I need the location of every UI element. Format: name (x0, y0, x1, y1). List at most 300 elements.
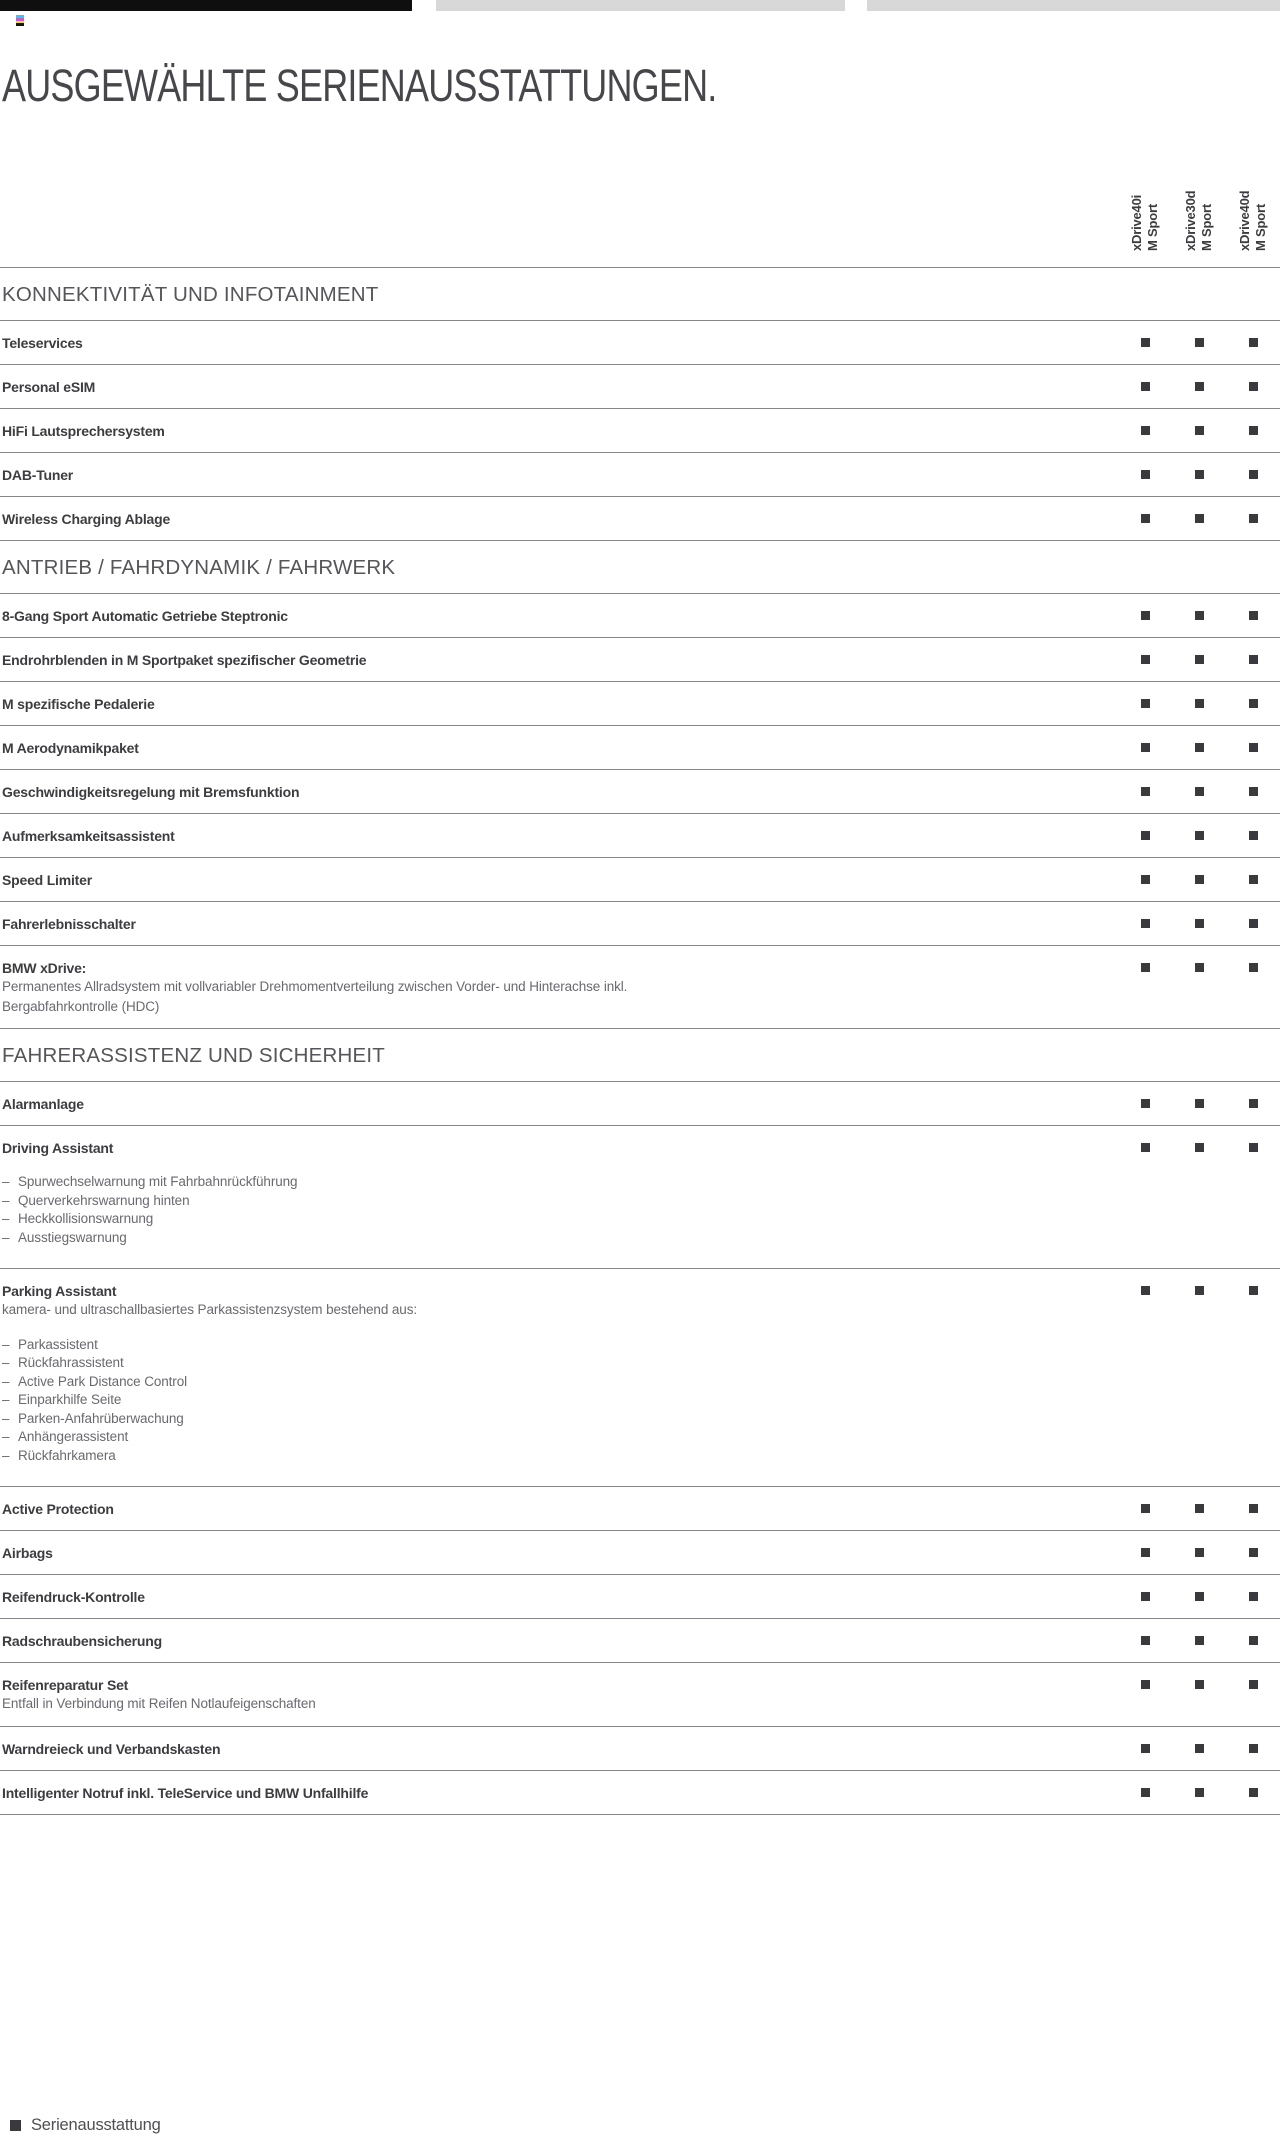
dash-icon: – (2, 1229, 10, 1245)
standard-equipment-mark-icon (1249, 787, 1258, 796)
row-marks (1118, 902, 1280, 945)
row-label: Teleservices (2, 335, 83, 351)
standard-equipment-mark-icon (1249, 1680, 1258, 1689)
row-content (2, 959, 1110, 1016)
mark-cell (1172, 814, 1226, 857)
legend (10, 2116, 161, 2135)
row-content (2, 510, 1110, 528)
dash-icon: – (2, 1336, 10, 1352)
mark-cell (1118, 770, 1172, 813)
bullet-item (2, 1410, 1110, 1429)
mark-cell (1172, 726, 1226, 769)
row-label: Airbags (2, 1545, 53, 1561)
row-content (2, 783, 1110, 801)
mark-cell (1118, 1269, 1172, 1312)
mark-cell (1118, 321, 1172, 364)
standard-equipment-mark-icon (1141, 1636, 1150, 1645)
standard-equipment-mark-icon (1195, 1788, 1204, 1797)
mark-cell (1172, 1663, 1226, 1706)
mark-cell (1118, 1771, 1172, 1814)
row-content (2, 1282, 1110, 1465)
mark-cell (1172, 321, 1226, 364)
bullet-text: Ausstiegswarnung (18, 1229, 127, 1245)
mark-cell (1118, 726, 1172, 769)
row-marks (1118, 409, 1280, 452)
standard-equipment-mark-icon (1249, 655, 1258, 664)
row-marks (1118, 1619, 1280, 1662)
standard-equipment-mark-icon (1195, 1286, 1204, 1295)
standard-equipment-mark-icon (1195, 514, 1204, 523)
standard-equipment-mark-icon (1249, 699, 1258, 708)
row-content (2, 1500, 1110, 1518)
standard-equipment-mark-icon (1141, 1548, 1150, 1557)
section-header: FAHRERASSISTENZ UND SICHERHEIT (0, 1028, 1280, 1081)
row-content (2, 378, 1110, 396)
mark-cell (1172, 1727, 1226, 1770)
bullet-text: Querverkehrswarnung hinten (18, 1192, 190, 1208)
standard-equipment-mark-icon (1195, 699, 1204, 708)
standard-equipment-mark-icon (1195, 963, 1204, 972)
row-label: DAB-Tuner (2, 467, 74, 483)
row-description-line: Bergabfahrkontrolle (HDC) (2, 998, 160, 1014)
mark-cell (1226, 1487, 1280, 1530)
row-label: Fahrerlebnisschalter (2, 916, 136, 932)
equipment-row (0, 1662, 1280, 1726)
mark-cell (1172, 497, 1226, 540)
standard-equipment-mark-icon (10, 2120, 21, 2131)
equipment-row (0, 1770, 1280, 1814)
standard-equipment-mark-icon (1141, 1143, 1150, 1152)
standard-equipment-mark-icon (1141, 831, 1150, 840)
mark-cell (1118, 1727, 1172, 1770)
dash-icon: – (2, 1392, 10, 1407)
bullet-item (2, 1192, 1110, 1211)
standard-equipment-mark-icon (1249, 611, 1258, 620)
row-description-line: kamera- und ultraschallbasiertes Parkassistenzsystem bestehend aus: (2, 1302, 418, 1317)
standard-equipment-mark-icon (1195, 338, 1204, 347)
mark-cell (1226, 1727, 1280, 1770)
row-content (2, 827, 1110, 845)
standard-equipment-mark-icon (1195, 787, 1204, 796)
row-marks (1118, 682, 1280, 725)
standard-equipment-mark-icon (1249, 338, 1258, 347)
mark-cell (1118, 497, 1172, 540)
row-marks (1118, 497, 1280, 540)
mark-cell (1226, 770, 1280, 813)
dash-icon: – (2, 1410, 10, 1426)
row-content (2, 1740, 1110, 1758)
dash-icon: – (2, 1192, 10, 1208)
standard-equipment-mark-icon (1141, 1680, 1150, 1689)
equipment-row (0, 1618, 1280, 1662)
standard-equipment-mark-icon (1249, 1636, 1258, 1645)
standard-equipment-mark-icon (1141, 743, 1150, 752)
equipment-row (0, 320, 1280, 364)
equipment-row (0, 637, 1280, 681)
row-marks (1118, 946, 1280, 989)
mark-cell (1226, 902, 1280, 945)
bullet-item (2, 1373, 1110, 1392)
mark-cell (1172, 858, 1226, 901)
standard-equipment-mark-icon (1141, 611, 1150, 620)
equipment-row (0, 452, 1280, 496)
standard-equipment-mark-icon (1195, 1744, 1204, 1753)
bullet-item (2, 1229, 1110, 1248)
row-content (2, 651, 1110, 669)
mark-cell (1226, 1771, 1280, 1814)
row-marks (1118, 814, 1280, 857)
mark-cell (1172, 365, 1226, 408)
mark-cell (1172, 682, 1226, 725)
standard-equipment-mark-icon (1249, 470, 1258, 479)
equipment-row (0, 769, 1280, 813)
dash-icon: – (2, 1447, 10, 1463)
row-content (2, 334, 1110, 352)
row-label: Geschwindigkeitsregelung mit Bremsfunktion (2, 784, 300, 800)
row-label: 8-Gang Sport Automatic Getriebe Steptronic (2, 608, 288, 624)
standard-equipment-mark-icon (1249, 1788, 1258, 1797)
standard-equipment-mark-icon (1195, 655, 1204, 664)
row-label: Driving Assistant (2, 1140, 114, 1156)
mark-cell (1118, 1619, 1172, 1662)
row-marks (1118, 1269, 1280, 1312)
standard-equipment-mark-icon (1141, 699, 1150, 708)
bullet-item (2, 1391, 1110, 1410)
mark-cell (1172, 1575, 1226, 1618)
standard-equipment-mark-icon (1249, 426, 1258, 435)
standard-equipment-mark-icon (1195, 1548, 1204, 1557)
standard-equipment-mark-icon (1141, 919, 1150, 928)
mark-cell (1172, 1082, 1226, 1125)
row-marks (1118, 594, 1280, 637)
standard-equipment-mark-icon (1141, 1286, 1150, 1295)
dash-icon: – (2, 1355, 10, 1370)
dash-icon: – (2, 1429, 10, 1444)
mark-cell (1118, 682, 1172, 725)
standard-equipment-mark-icon (1249, 1592, 1258, 1601)
standard-equipment-mark-icon (1249, 743, 1258, 752)
equipment-row (0, 593, 1280, 637)
section-header: ANTRIEB / FAHRDYNAMIK / FAHRWERK (0, 540, 1280, 593)
column-model: xDrive40i (1129, 194, 1144, 251)
standard-equipment-mark-icon (1141, 338, 1150, 347)
standard-equipment-mark-icon (1141, 1099, 1150, 1108)
equipment-row (0, 725, 1280, 769)
standard-equipment-mark-icon (1249, 1504, 1258, 1513)
row-label: BMW xDrive: (2, 960, 87, 976)
column-header-row (0, 0, 1280, 267)
mark-cell (1118, 453, 1172, 496)
mark-cell (1226, 1126, 1280, 1169)
mark-cell (1226, 497, 1280, 540)
standard-equipment-mark-icon (1141, 1744, 1150, 1753)
mark-cell (1172, 770, 1226, 813)
standard-equipment-mark-icon (1249, 875, 1258, 884)
bullet-text: Active Park Distance Control (18, 1373, 188, 1389)
row-label: M Aerodynamikpaket (2, 740, 139, 756)
mark-cell (1118, 594, 1172, 637)
row-marks (1118, 1575, 1280, 1618)
bullet-text: Einparkhilfe Seite (18, 1392, 122, 1407)
row-content (2, 466, 1110, 484)
standard-equipment-mark-icon (1141, 1504, 1150, 1513)
standard-equipment-mark-icon (1195, 743, 1204, 752)
bullet-item (2, 1173, 1110, 1192)
mark-cell (1118, 638, 1172, 681)
bullet-text: Parkassistent (18, 1336, 98, 1352)
row-label: Parking Assistant (2, 1283, 117, 1299)
mark-cell (1226, 321, 1280, 364)
standard-equipment-mark-icon (1141, 787, 1150, 796)
bullet-item (2, 1447, 1110, 1466)
column-header-label (1129, 111, 1161, 251)
bullet-text: Heckkollisionswarnung (18, 1211, 154, 1226)
mark-cell (1226, 1663, 1280, 1706)
row-content (2, 1784, 1110, 1802)
standard-equipment-mark-icon (1249, 831, 1258, 840)
mark-cell (1172, 638, 1226, 681)
mark-cell (1226, 682, 1280, 725)
mark-cell (1118, 1126, 1172, 1169)
column-trim: M Sport (1199, 204, 1214, 251)
row-marks (1118, 1727, 1280, 1770)
mark-cell (1118, 1663, 1172, 1706)
row-marks (1118, 1126, 1280, 1169)
standard-equipment-mark-icon (1195, 426, 1204, 435)
column-header-label (1183, 111, 1215, 251)
standard-equipment-mark-icon (1195, 382, 1204, 391)
standard-equipment-mark-icon (1195, 1592, 1204, 1601)
standard-equipment-mark-icon (1249, 1548, 1258, 1557)
equipment-row (0, 813, 1280, 857)
standard-equipment-mark-icon (1195, 1636, 1204, 1645)
row-marks (1118, 1082, 1280, 1125)
standard-equipment-mark-icon (1249, 1286, 1258, 1295)
mark-cell (1226, 409, 1280, 452)
standard-equipment-mark-icon (1141, 1788, 1150, 1797)
mark-cell (1172, 902, 1226, 945)
equipment-row (0, 364, 1280, 408)
row-content (2, 915, 1110, 933)
mark-cell (1118, 946, 1172, 989)
dash-icon: – (2, 1373, 10, 1389)
row-label: HiFi Lautsprechersystem (2, 423, 165, 439)
mark-cell (1226, 726, 1280, 769)
standard-equipment-mark-icon (1249, 1143, 1258, 1152)
row-label: M spezifische Pedalerie (2, 696, 155, 712)
bullet-item (2, 1428, 1110, 1447)
mark-cell (1226, 1269, 1280, 1312)
mark-cell (1226, 1531, 1280, 1574)
standard-equipment-mark-icon (1141, 470, 1150, 479)
standard-equipment-mark-icon (1141, 426, 1150, 435)
row-marks (1118, 1663, 1280, 1706)
mark-cell (1172, 946, 1226, 989)
row-marks (1118, 638, 1280, 681)
legend-label: Serienausstattung (31, 2116, 161, 2134)
mark-cell (1172, 453, 1226, 496)
mark-cell (1118, 1082, 1172, 1125)
mark-cell (1118, 1531, 1172, 1574)
mark-cell (1118, 902, 1172, 945)
row-content (2, 1676, 1110, 1714)
row-marks (1118, 321, 1280, 364)
standard-equipment-mark-icon (1249, 1099, 1258, 1108)
bullet-item (2, 1210, 1110, 1229)
equipment-row (0, 1081, 1280, 1125)
mark-cell (1118, 1487, 1172, 1530)
standard-equipment-mark-icon (1195, 1099, 1204, 1108)
equipment-row (0, 945, 1280, 1028)
standard-equipment-mark-icon (1195, 1143, 1204, 1152)
row-marks (1118, 1771, 1280, 1814)
equipment-row (0, 901, 1280, 945)
mark-cell (1226, 453, 1280, 496)
bullet-list (2, 1173, 1110, 1247)
mark-cell (1226, 858, 1280, 901)
equipment-row (0, 1125, 1280, 1268)
standard-equipment-mark-icon (1195, 919, 1204, 928)
row-content (2, 422, 1110, 440)
row-content (2, 695, 1110, 713)
equipment-row (0, 857, 1280, 901)
row-label: Reifendruck-Kontrolle (2, 1589, 145, 1605)
mark-cell (1226, 814, 1280, 857)
standard-equipment-mark-icon (1141, 1592, 1150, 1601)
bullet-text: Spurwechselwarnung mit Fahrbahnrückführung (18, 1174, 298, 1189)
standard-equipment-mark-icon (1249, 919, 1258, 928)
row-label: Radschraubensicherung (2, 1633, 162, 1649)
row-content (2, 1095, 1110, 1113)
equipment-row (0, 1530, 1280, 1574)
mark-cell (1118, 858, 1172, 901)
row-marks (1118, 365, 1280, 408)
row-label: Intelligenter Notruf inkl. TeleService und BMW Unfallhilfe (2, 1784, 369, 1801)
standard-equipment-mark-icon (1249, 382, 1258, 391)
mark-cell (1118, 409, 1172, 452)
column-trim: M Sport (1253, 204, 1268, 251)
row-label: Speed Limiter (2, 872, 92, 888)
mark-cell (1172, 1619, 1226, 1662)
bullet-text: Rückfahrkamera (18, 1447, 116, 1463)
mark-cell (1118, 1575, 1172, 1618)
standard-equipment-mark-icon (1249, 1744, 1258, 1753)
bullet-text: Rückfahrassistent (18, 1355, 124, 1370)
row-label: Active Protection (2, 1501, 114, 1517)
equipment-row (0, 496, 1280, 540)
bullet-item (2, 1336, 1110, 1355)
mark-cell (1226, 1082, 1280, 1125)
row-marks (1118, 1487, 1280, 1530)
mark-cell (1226, 594, 1280, 637)
standard-equipment-mark-icon (1249, 963, 1258, 972)
row-content (2, 1544, 1110, 1562)
row-label: Alarmanlage (2, 1096, 84, 1112)
standard-equipment-mark-icon (1195, 1504, 1204, 1513)
row-marks (1118, 453, 1280, 496)
equipment-row (0, 1486, 1280, 1530)
section-header: KONNEKTIVITÄT UND INFOTAINMENT (0, 267, 1280, 320)
bullet-item (2, 1354, 1110, 1373)
mark-cell (1226, 1619, 1280, 1662)
column-trim: M Sport (1145, 204, 1160, 251)
standard-equipment-mark-icon (1141, 514, 1150, 523)
mark-cell (1172, 409, 1226, 452)
row-content (2, 1139, 1110, 1247)
equipment-row (0, 1574, 1280, 1618)
standard-equipment-mark-icon (1195, 470, 1204, 479)
bullet-text: Parken-Anfahrüberwachung (18, 1410, 184, 1426)
mark-cell (1172, 1531, 1226, 1574)
row-marks (1118, 1531, 1280, 1574)
row-description-line: Entfall in Verbindung mit Reifen Notlaufeigenschaften (2, 1696, 316, 1711)
row-content (2, 871, 1110, 889)
mark-cell (1226, 365, 1280, 408)
page-title: AUSGEWÄHLTE SERIENAUSSTATTUNGEN. (2, 60, 717, 112)
row-label: Personal eSIM (2, 379, 96, 395)
equipment-row (0, 681, 1280, 725)
dash-icon: – (2, 1174, 10, 1189)
row-label: Wireless Charging Ablage (2, 511, 171, 527)
standard-equipment-mark-icon (1195, 875, 1204, 884)
row-content (2, 1588, 1110, 1606)
row-label: Reifenreparatur Set (2, 1677, 129, 1693)
bullet-text: Anhängerassistent (18, 1429, 129, 1444)
row-content (2, 739, 1110, 757)
mark-cell (1226, 1575, 1280, 1618)
standard-equipment-mark-icon (1195, 831, 1204, 840)
column-model: xDrive30d (1183, 190, 1198, 251)
standard-equipment-mark-icon (1141, 382, 1150, 391)
row-content (2, 607, 1110, 625)
column-header-xdrive30d-m-sport (1172, 97, 1226, 267)
equipment-table (0, 267, 1280, 1815)
row-label: Aufmerksamkeitsassistent (2, 828, 175, 844)
equipment-row (0, 408, 1280, 452)
row-marks (1118, 858, 1280, 901)
bullet-list (2, 1336, 1110, 1466)
standard-equipment-mark-icon (1195, 1680, 1204, 1689)
row-marks (1118, 770, 1280, 813)
standard-equipment-mark-icon (1195, 611, 1204, 620)
mark-cell (1118, 814, 1172, 857)
dash-icon: – (2, 1211, 10, 1226)
mark-cell (1172, 1126, 1226, 1169)
mark-cell (1172, 1487, 1226, 1530)
row-content (2, 1632, 1110, 1650)
row-description-line: Permanentes Allradsystem mit vollvariabler Drehmomentverteilung zwischen Vorder- und Hinterachse inkl. (2, 979, 628, 994)
mark-cell (1172, 594, 1226, 637)
standard-equipment-mark-icon (1141, 963, 1150, 972)
row-label: Endrohrblenden in M Sportpaket spezifischer Geometrie (2, 652, 367, 668)
mark-cell (1226, 946, 1280, 989)
mark-cell (1118, 365, 1172, 408)
row-marks (1118, 726, 1280, 769)
column-header-label (1237, 111, 1269, 251)
mark-cell (1226, 638, 1280, 681)
equipment-row (0, 1726, 1280, 1770)
column-model: xDrive40d (1237, 190, 1252, 251)
column-header-xdrive40d-m-sport (1226, 97, 1280, 267)
mark-cell (1172, 1771, 1226, 1814)
standard-equipment-mark-icon (1141, 875, 1150, 884)
standard-equipment-mark-icon (1141, 655, 1150, 664)
column-header-xdrive40i-m-sport (1118, 97, 1172, 267)
equipment-row (0, 1268, 1280, 1486)
row-label: Warndreieck und Verbandskasten (2, 1740, 221, 1757)
mark-cell (1172, 1269, 1226, 1312)
standard-equipment-mark-icon (1249, 514, 1258, 523)
